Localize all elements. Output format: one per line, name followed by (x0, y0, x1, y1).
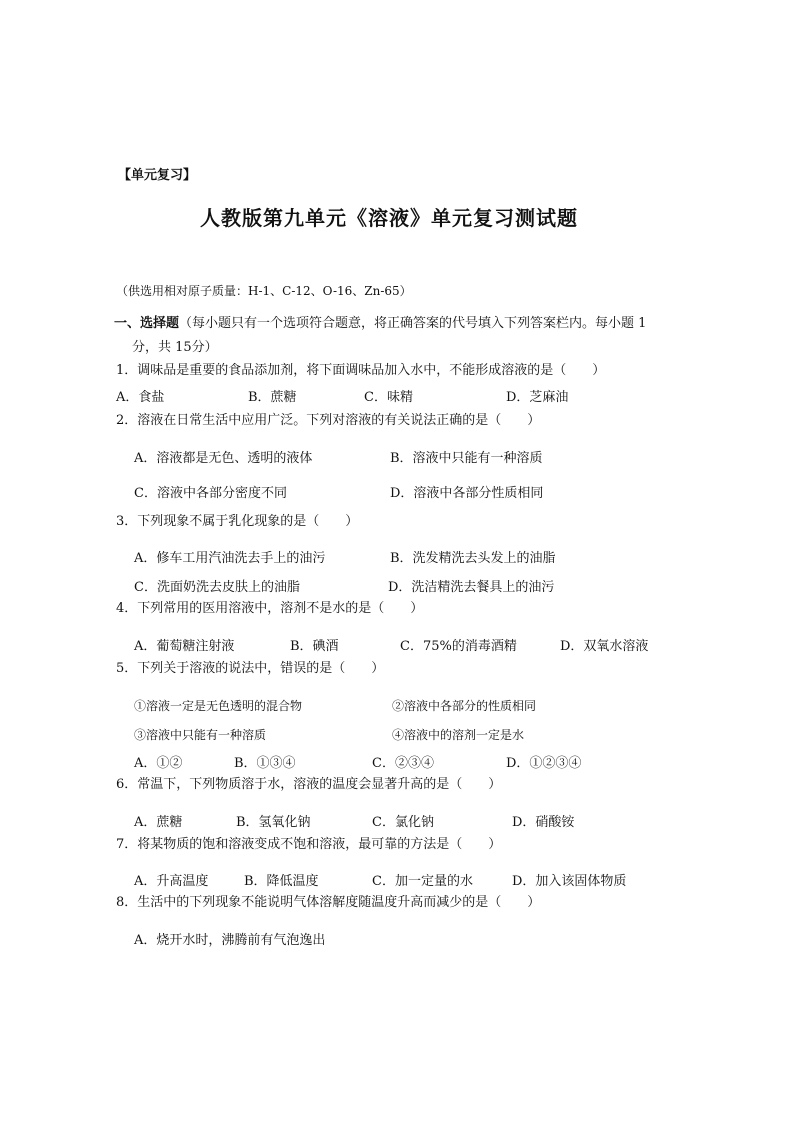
question-8-stem: 8．生活中的下列现象不能说明气体溶解度随温度升高而减少的是（ ） (116, 895, 541, 910)
q2-option-b: B．溶液中只能有一种溶质 (390, 451, 543, 466)
q5-statement-3: ③溶液中只能有一种溶质 (134, 728, 267, 742)
q5-option-d: D．①②③④ (506, 756, 582, 771)
q2-option-d: D．溶液中各部分性质相同 (390, 486, 544, 501)
question-5-stem: 5．下列关于溶液的说法中，错误的是（ ） (116, 661, 385, 676)
section-label: 一、选择题 (114, 316, 180, 331)
section-description: （每小题只有一个选项符合题意，将正确答案的代号填入下列答案栏内。每小题 1 (179, 316, 647, 331)
page-title: 人教版第九单元《溶液》单元复习测试题 (200, 206, 578, 230)
q4-option-a: A．葡萄糖注射液 (134, 639, 235, 654)
q3-option-d: D．洗洁精洗去餐具上的油污 (388, 580, 555, 595)
q5-statement-4: ④溶液中的溶剂一定是水 (392, 728, 525, 742)
section-heading (114, 315, 646, 333)
q7-option-a: A．升高温度 (134, 874, 209, 889)
q1-option-d: D．芝麻油 (506, 390, 569, 405)
question-4-stem: 4．下列常用的医用溶液中，溶剂不是水的是（ ） (116, 601, 424, 616)
q5-option-a: A．①② (134, 756, 183, 771)
q4-option-d: D．双氧水溶液 (560, 639, 649, 654)
q1-option-c: C．味精 (364, 390, 413, 405)
unit-review-tag: 【单元复习】 (118, 168, 197, 183)
question-3-stem: 3．下列现象不属于乳化现象的是（ ） (116, 514, 359, 529)
q4-option-c: C．75%的消毒酒精 (400, 639, 517, 654)
q5-statement-1: ①溶液一定是无色透明的混合物 (134, 699, 303, 713)
q5-statement-2: ②溶液中各部分的性质相同 (392, 699, 537, 713)
q6-option-c: C．氯化钠 (372, 815, 434, 830)
q3-option-b: B．洗发精洗去头发上的油脂 (390, 551, 556, 566)
q3-option-a: A．修车工用汽油洗去手上的油污 (134, 551, 326, 566)
q1-option-a: A．食盐 (116, 390, 165, 405)
q2-option-a: A．溶液都是无色、透明的液体 (134, 451, 313, 466)
q7-option-c: C．加一定量的水 (372, 874, 473, 889)
q5-option-b: B．①③④ (234, 756, 296, 771)
question-7-stem: 7．将某物质的饱和溶液变成不饱和溶液，最可靠的方法是（ ） (116, 837, 502, 852)
question-1-stem: 1．调味品是重要的食品添加剂，将下面调味品加入水中，不能形成溶液的是（ ） (116, 363, 606, 378)
q4-option-b: B．碘酒 (290, 639, 339, 654)
question-6-stem: 6．常温下，下列物质溶于水，溶液的温度会显著升高的是（ ） (116, 777, 502, 792)
q3-option-c: C．洗面奶洗去皮肤上的油脂 (134, 580, 300, 595)
q8-option-a: A．烧开水时，沸腾前有气泡逸出 (134, 933, 326, 948)
question-2-stem: 2．溶液在日常生活中应用广泛。下列对溶液的有关说法正确的是（ ） (116, 413, 541, 428)
q6-option-b: B．氢氧化钠 (236, 815, 311, 830)
q5-option-c: C．②③④ (372, 756, 434, 771)
q7-option-d: D．加入该固体物质 (512, 874, 627, 889)
q6-option-a: A．蔗糖 (134, 815, 183, 830)
q2-option-c: C．溶液中各部分密度不同 (134, 486, 287, 501)
q7-option-b: B．降低温度 (244, 874, 319, 889)
atomic-mass-note: （供选用相对原子质量：H-1、C-12、O-16、Zn-65） (116, 284, 412, 298)
q1-option-b: B．蔗糖 (248, 390, 297, 405)
q6-option-d: D．硝酸铵 (512, 815, 575, 830)
section-description-cont: 分，共 15分） (132, 340, 218, 355)
